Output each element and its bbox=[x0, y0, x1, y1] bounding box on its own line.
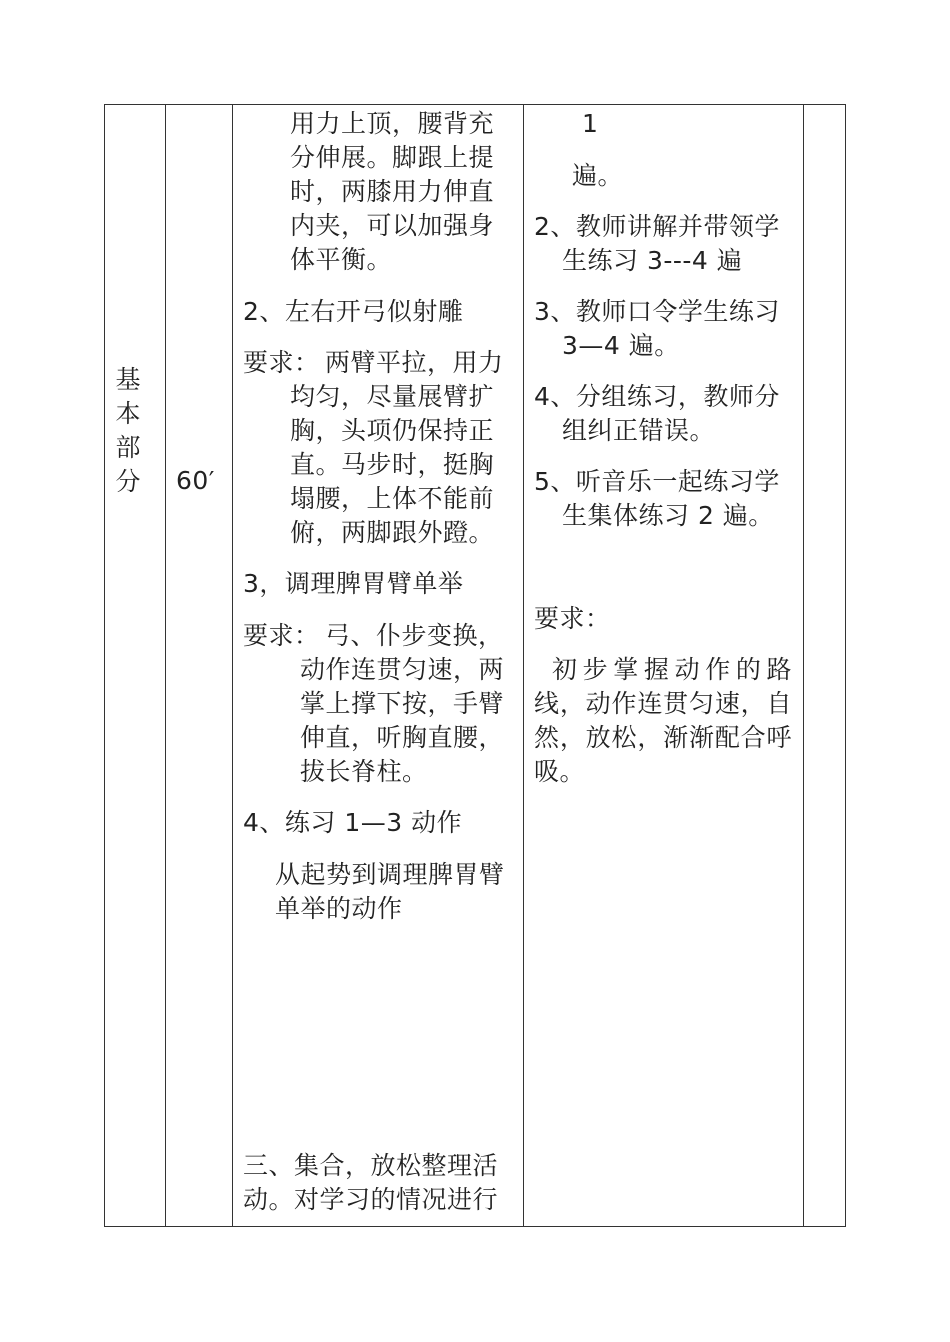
step-heading: 5、听音乐一起练习学 bbox=[534, 467, 780, 496]
text-line: 体平衡。 bbox=[290, 245, 393, 274]
requirement-label: 要求： bbox=[243, 621, 320, 650]
text-line: 掌上撑下按，手臂 bbox=[300, 689, 505, 718]
text-line: 胸，头项仍保持正 bbox=[290, 416, 495, 445]
time-allocation: 60′ bbox=[176, 466, 215, 495]
column-divider bbox=[232, 105, 233, 1226]
item-heading: 2、左右开弓似射雕 bbox=[243, 297, 464, 326]
text-line: 初步掌握动作的路 bbox=[552, 655, 792, 684]
text-line: 然，放松，渐渐配合呼 bbox=[534, 723, 792, 752]
text-line: 塌腰，上体不能前 bbox=[290, 484, 495, 513]
text-line: 1 bbox=[582, 109, 599, 138]
text-line: 动作连贯匀速，两 bbox=[300, 655, 505, 684]
text-line: 3—4 遍。 bbox=[562, 331, 680, 360]
text-line: 组纠正错误。 bbox=[562, 416, 716, 445]
section-label: 基 本 部 分 bbox=[115, 365, 141, 496]
text-line: 内夹，可以加强身 bbox=[290, 211, 495, 240]
text-line: 时，两膝用力伸直 bbox=[290, 177, 495, 206]
text-line: 线，动作连贯匀速，自 bbox=[534, 689, 792, 718]
column-divider bbox=[523, 105, 524, 1226]
text-line: 分伸展。脚跟上提 bbox=[290, 143, 495, 172]
text-line: 生集体练习 2 遍。 bbox=[562, 501, 774, 530]
step-heading: 3、教师口令学生练习 bbox=[534, 297, 780, 326]
text-line: 直。马步时，挺胸 bbox=[290, 450, 495, 479]
text-line: 伸直，听胸直腰， bbox=[300, 723, 505, 752]
column-divider bbox=[165, 105, 166, 1226]
item-heading: 4、练习 1—3 动作 bbox=[243, 808, 463, 837]
text-line: 用力上顶，腰背充 bbox=[290, 109, 495, 138]
step-heading: 2、教师讲解并带领学 bbox=[534, 212, 780, 241]
step-heading: 4、分组练习，教师分 bbox=[534, 382, 780, 411]
text-line: 均匀，尽量展臂扩 bbox=[290, 382, 495, 411]
notes-column bbox=[804, 105, 845, 1226]
text-line: 生练习 3---4 遍 bbox=[562, 246, 743, 275]
lesson-plan-table bbox=[104, 104, 846, 1227]
text-line: 从起势到调理脾胃臂 bbox=[275, 860, 505, 889]
text-line: 遍。 bbox=[572, 161, 624, 190]
item-heading: 3，调理脾胃臂单举 bbox=[243, 569, 464, 598]
text-line: 拔长脊柱。 bbox=[300, 757, 428, 786]
text-line: 弓、仆步变换， bbox=[325, 621, 504, 650]
requirement-label: 要求： bbox=[534, 604, 611, 633]
requirement-label: 要求： bbox=[243, 348, 320, 377]
text-line: 俯，两脚跟外蹬。 bbox=[290, 518, 495, 547]
text-line: 动。对学习的情况进行 bbox=[243, 1185, 499, 1214]
text-line: 吸。 bbox=[534, 757, 586, 786]
part-heading: 三、集合，放松整理活 bbox=[243, 1151, 499, 1180]
text-line: 单举的动作 bbox=[275, 894, 403, 923]
text-line: 两臂平拉，用力 bbox=[325, 348, 504, 377]
